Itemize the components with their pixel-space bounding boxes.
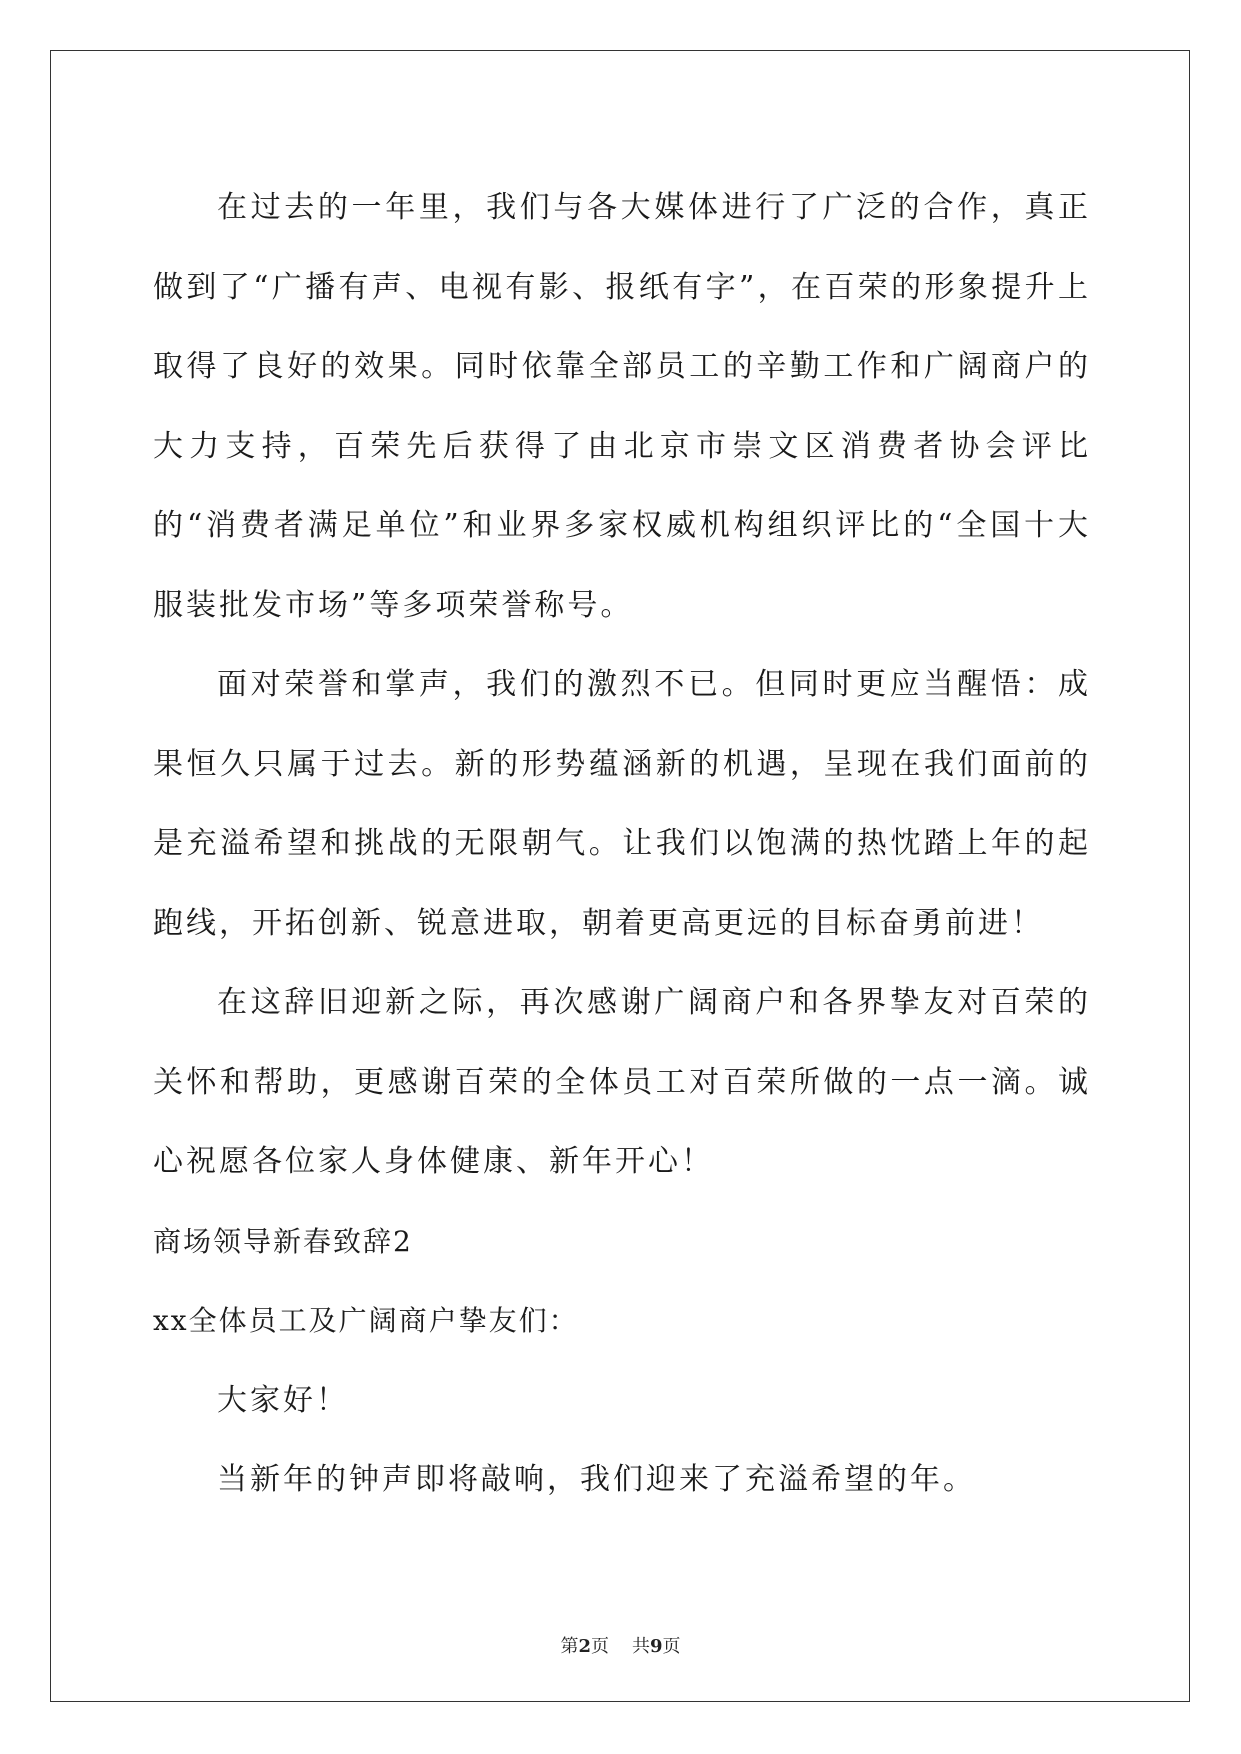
salutation: xx全体员工及广阔商户挚友们： bbox=[153, 1304, 579, 1337]
section-title: 商场领导新春致辞2 bbox=[153, 1224, 413, 1258]
total-pages: 9 bbox=[649, 1636, 663, 1657]
page-number: 2 bbox=[578, 1636, 592, 1657]
closing-line: 当新年的钟声即将敲响，我们迎来了充溢希望的年。 bbox=[217, 1462, 976, 1497]
total-suffix: 页 bbox=[662, 1636, 681, 1657]
page-prefix: 第 bbox=[560, 1636, 579, 1657]
total-prefix: 共 bbox=[631, 1636, 650, 1657]
paragraph-achievements: 在过去的一年里，我们与各大媒体进行了广泛的合作，真正做到了“广播有声、电视有影、报纸有字”，在百荣的形象提升上取得了良好的效果。同时依靠全部员工的辛勤工作和广阔商户的大力支持，百荣先后获得了由北京市崇文区消费者协会评比的“消费者满足单位”和业界多家权威机构组织评比的“全国十大服装批发市场”等多项荣誉称号。 bbox=[153, 190, 1091, 623]
greeting: 大家好！ bbox=[217, 1382, 349, 1418]
paragraph-honors-reflection: 面对荣誉和掌声，我们的激烈不已。但同时更应当醒悟：成果恒久只属于过去。新的形势蕴涵新的机遇，呈现在我们面前的是充溢希望和挑战的无限朝气。让我们以饱满的热忱踏上年的起跑线，开拓创新、锐意进取，朝着更高更远的目标奋勇前进！ bbox=[153, 667, 1091, 941]
page-suffix: 页 bbox=[591, 1636, 610, 1657]
document-body bbox=[153, 168, 1091, 1520]
page-footer bbox=[0, 1632, 1241, 1658]
paragraph-thanks: 在这辞旧迎新之际，再次感谢广阔商户和各界挚友对百荣的关怀和帮助，更感谢百荣的全体员工对百荣所做的一点一滴。诚心祝愿各位家人身体健康、新年开心！ bbox=[153, 985, 1091, 1179]
